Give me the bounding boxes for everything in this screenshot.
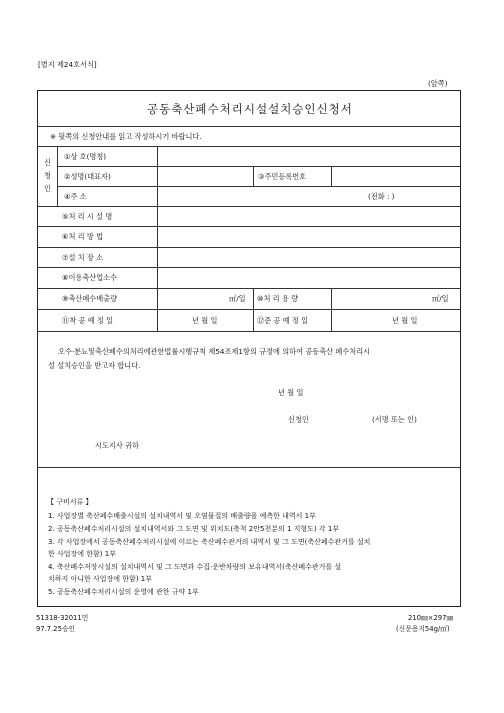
document-item: 2. 공동축산폐수처리시설의 설치내역서와 그 도면 및 위치도(축척 2만5천분의 1 지형도) 각 1부 <box>48 525 340 533</box>
rule-row3 <box>37 206 461 207</box>
rule-id-col <box>331 166 332 186</box>
statement-line-2: 설 설치승인을 받고자 합니다. <box>48 361 141 370</box>
applicant-label: 신청인 <box>288 415 309 424</box>
rule-title <box>37 126 461 127</box>
rule-row2 <box>57 186 461 187</box>
unit-discharge: ㎥/일 <box>229 294 246 303</box>
applicant-group-char: 신 <box>44 158 51 167</box>
label-location: ⑦설 치 장 소 <box>62 253 104 262</box>
rule-group-col <box>57 146 58 206</box>
document-item: 4. 축산폐수저장시설의 설치내역서 및 그 도면과 수집·운반차량의 보유내역서(축산폐수관거를 설 <box>48 563 342 571</box>
rule-row9 <box>37 331 461 332</box>
rule-row4 <box>37 226 461 227</box>
document-item: 치하지 아니한 사업장에 한함) 1부 <box>48 575 152 583</box>
value-finish-date: 년 월 일 <box>392 316 418 325</box>
document-item: 한 사업장에 한함) 1부 <box>48 550 116 558</box>
page-side-label: (앞쪽) <box>428 79 448 88</box>
label-trade-name: ①상 호(명칭) <box>64 152 107 161</box>
label-method: ⑥처 리 방 법 <box>62 232 104 241</box>
applicant-group-char: 청 <box>44 171 51 180</box>
rule-label-col <box>157 146 158 331</box>
label-capacity: ⑩처 리 용 량 <box>257 294 299 303</box>
footer-paper: (신문용지54g/㎡) <box>396 625 450 633</box>
form-number: [별지 제24호서식] <box>38 60 97 69</box>
rule-row7 <box>37 288 461 289</box>
statement-line-1: 오수·분뇨및축산폐수의처리에관한법률시행규칙 제54조제1항의 규정에 의하여 공동축산 폐수처리시 <box>58 347 371 356</box>
label-resident-no: ③주민등록번호 <box>258 172 307 181</box>
label-discharge: ⑨축산폐수배출량 <box>62 294 118 303</box>
rule-row5 <box>37 247 461 248</box>
label-phone: (전화 : ) <box>368 192 395 201</box>
footer-approved: 97.7.25승인 <box>36 625 76 633</box>
rule-mid-col-a <box>253 166 254 186</box>
applicant-group-char: 인 <box>44 184 51 193</box>
date-line: 년 월 일 <box>278 388 304 397</box>
documents-heading: 【 구비서류 】 <box>47 498 93 506</box>
document-item: 5. 공동축산폐수처리시설의 운영에 관한 규약 1부 <box>48 588 199 596</box>
unit-capacity: ㎥/일 <box>432 294 449 303</box>
label-farms: ⑧이용축산업소수 <box>62 273 118 282</box>
rule-right-col <box>331 288 332 331</box>
form-title: 공동축산폐수처리시설설치승인신청서 <box>147 102 353 116</box>
addressee: 시도지사 귀하 <box>95 441 139 450</box>
document-item: 3. 각 사업장에서 공동축산폐수처리시설에 이르는 축산폐수관거의 내역서 및 그 도면(축산폐수관거를 설치 <box>48 538 371 546</box>
rule-statement <box>37 467 461 468</box>
footer-code: 51318-32011민 <box>36 614 89 622</box>
rule-row8 <box>37 309 461 310</box>
value-start-date: 년 월 일 <box>192 316 218 325</box>
label-address: ④주 소 <box>64 192 87 201</box>
document-item: 1. 사업장별 축산폐수배출시설의 설치내역서 및 오염물질의 배출량을 예측한 내역서 1부 <box>48 512 316 520</box>
rule-row1 <box>57 166 461 167</box>
label-facility-name: ⑤처 리 시 설 명 <box>62 212 113 221</box>
label-start-date: ⑪착 공 예 정 일 <box>62 316 114 325</box>
footer-size: 210㎜×297㎜ <box>408 614 454 622</box>
notice-text: ※ 뒷쪽의 신청안내를 읽고 작성하시기 바랍니다. <box>50 132 202 141</box>
rule-mid-col-b <box>253 288 254 331</box>
label-finish-date: ⑫준 공 예 정 일 <box>257 316 309 325</box>
rule-row6 <box>37 267 461 268</box>
signature-note: (서명 또는 인) <box>372 415 417 424</box>
label-name: ②성명(대표자) <box>64 172 111 181</box>
rule-notice <box>37 146 461 147</box>
